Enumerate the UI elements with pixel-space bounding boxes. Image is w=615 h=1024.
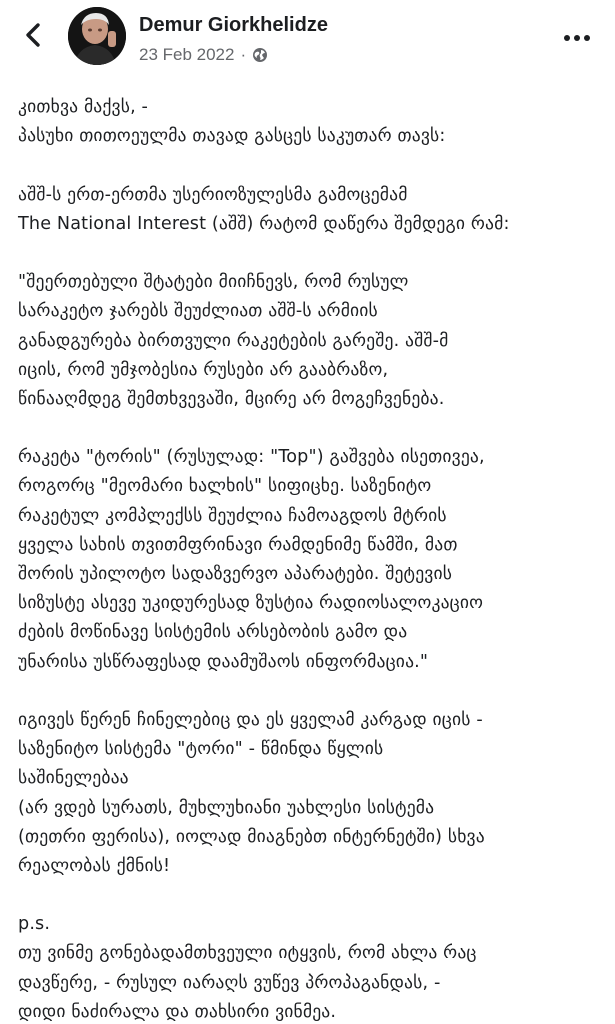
text-line: დიდი ნაძირალა და თახსირი ვინმეა. (18, 1001, 337, 1022)
text-line: რაკეტულ კომპლექსს შეუძლია ჩამოაგდოს მტრის (18, 505, 447, 526)
text-line: "შეერთებული შტატები მიიჩნევს, რომ რუსულ (18, 272, 409, 293)
text-line: უნარისა უსწრაფესად დაამუშაოს ინფორმაცია." (18, 651, 429, 672)
paragraph-gap (18, 151, 608, 180)
text-line: შორის უპილოტო სადაზვერვო აპარატები. შეტევის (18, 564, 453, 584)
meta-separator: · (240, 45, 247, 64)
text-line: იგივეს წერენ ჩინელებიც და ეს ყველამ კარგად იცის - (18, 709, 483, 730)
text-line: იცის, რომ უმჯობესია რუსები არ გააბრაზო, (18, 359, 389, 380)
post-meta (139, 45, 268, 65)
text-line: სიზუსტე ასევე უკიდურესად ზუსტია რადიოსალოკაციო (18, 593, 484, 614)
post-text (18, 93, 608, 1024)
text-line: საზენიტო სისტემა "ტორი" - წმინდა წყლის (18, 739, 384, 760)
text-line: პასუხი თითოეულმა თავად გასცეს საკუთარ თავს: (18, 126, 446, 147)
text-line: რაკეტა "ტორის" (რუსულად: "Top") გაშვება ისეთივეა, (18, 447, 485, 468)
text-line: განადგურება ბირთვული რაკეტების გარეშე. აშშ-მ (18, 330, 449, 351)
text-line: ძების მოწინავე სისტემის არსებობის გამო და (18, 622, 408, 643)
post-date[interactable]: 23 Feb 2022 (139, 45, 235, 64)
text-line: წინააღმდეგ შემთხვევაში, მცირე არ მოგეჩვენება. (18, 388, 445, 409)
text-line: ყველა სახის თვითმფრინავი რამდენიმე წამში, მათ (18, 534, 458, 555)
back-button[interactable] (18, 22, 48, 52)
text-line: The National Interest (აშშ) რატომ დაწერა შემდეგი რამ: (18, 213, 510, 234)
paragraph-gap (18, 414, 608, 443)
paragraph-gap (18, 881, 608, 910)
text-line: აშშ-ს ერთ-ერთმა უსერიოზულესმა გამოცემამ (18, 184, 408, 205)
chevron-left-icon (24, 22, 42, 52)
text-line: (არ ვდებ სურათს, მუხლუხიანი უახლესი სისტემა (18, 797, 435, 818)
text-line: დავწერე, - რუსულ იარაღს ვუწევ პროპაგანდას, - (18, 972, 441, 993)
text-line: თუ ვინმე გონებადამთხვეული იტყვის, რომ ახლა რაც (18, 943, 477, 964)
paragraph-gap (18, 239, 608, 268)
more-horizontal-icon (563, 27, 591, 46)
text-line: (თეთრი ფერისა), იოლად მიაგნებთ ინტერნეტში) სხვა (18, 826, 485, 847)
text-line: საშინელებაა (18, 768, 129, 789)
post-header (0, 0, 615, 82)
author-name[interactable]: Demur Giorkhelidze (139, 14, 328, 36)
text-line: კითხვა მაქვს, - (18, 97, 149, 117)
text-line: სარაკეტო ჯარებს შეუძლიათ აშშ-ს არმიის (18, 301, 378, 322)
more-options-button[interactable] (559, 24, 595, 48)
text-line: როგორც "მეომარი ხალხის" სიფიცხე. საზენიტო (18, 476, 432, 497)
text-line: p.s. (18, 914, 51, 935)
text-line: რეალობას ქმნის! (18, 855, 171, 876)
paragraph-gap (18, 677, 608, 706)
avatar[interactable] (68, 7, 126, 65)
globe-icon[interactable] (252, 47, 268, 63)
